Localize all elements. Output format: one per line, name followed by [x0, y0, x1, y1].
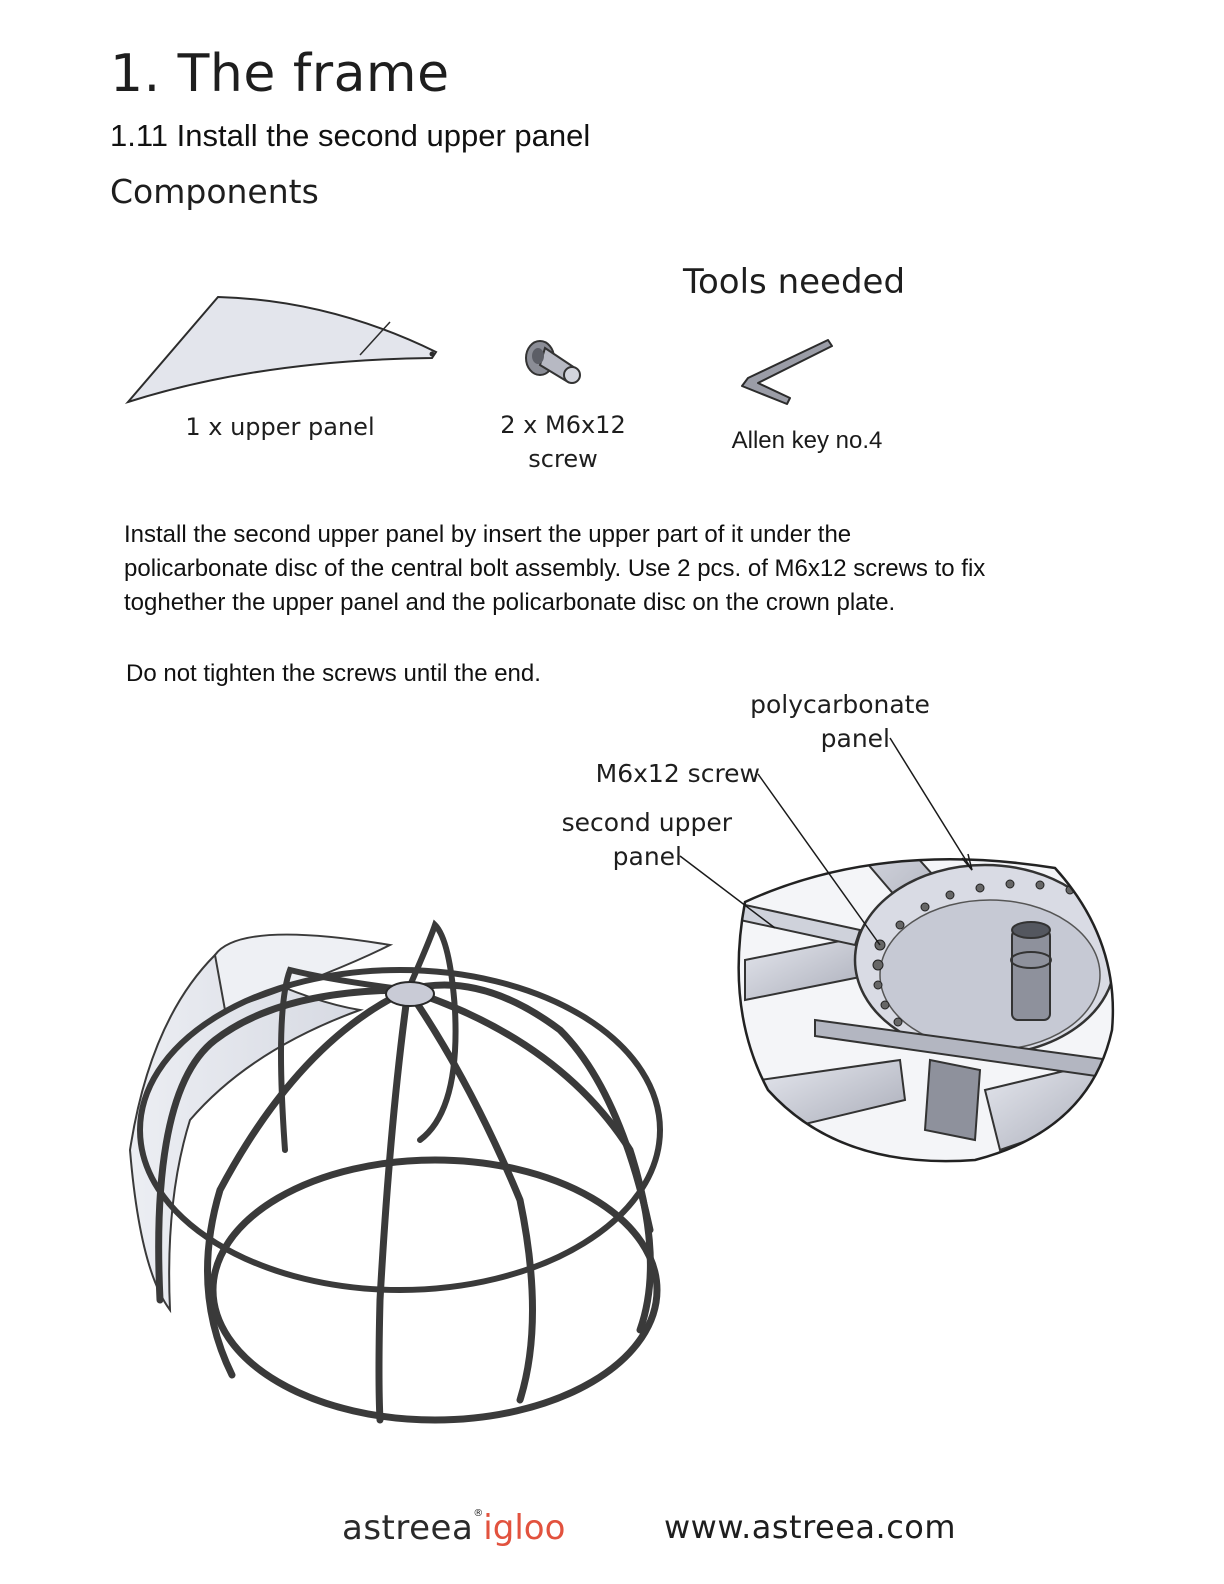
screw-label: M6x12 screw — [595, 759, 760, 788]
polycarbonate-panel-label — [730, 688, 950, 756]
upper-label-line1: second upper — [561, 808, 732, 837]
registered-mark: ® — [473, 1508, 484, 1519]
screw-part-illustration — [526, 341, 580, 383]
website-url[interactable]: www.astreea.com — [664, 1508, 957, 1546]
second-upper-panel-label — [520, 806, 732, 874]
instruction-line-3: toghether the upper panel and the policarbonate disc on the crown plate. — [124, 589, 896, 616]
screw-caption-line2: screw — [528, 445, 598, 473]
tools-needed-heading: Tools needed — [683, 262, 906, 302]
screw-caption-line1: 2 x M6x12 — [500, 411, 626, 439]
components-heading: Components — [110, 172, 319, 211]
logo-igloo: igloo — [483, 1508, 566, 1548]
section-subtitle: 1.11 Install the second upper panel — [110, 118, 591, 153]
instruction-line-2: policarbonate disc of the central bolt assembly. Use 2 pcs. of M6x12 screws to fix — [124, 555, 986, 582]
allen-key-caption: Allen key no.4 — [731, 427, 883, 454]
upper-panel-caption: 1 x upper panel — [185, 413, 375, 441]
screw-caption — [478, 408, 648, 476]
polycarbonate-label-line2: panel — [820, 724, 890, 753]
upper-label-line2: panel — [612, 842, 682, 871]
instructions-text — [124, 518, 1084, 620]
instruction-line-1: Install the second upper panel by insert the upper part of it under the — [124, 521, 852, 548]
logo-brand: astreea — [342, 1508, 474, 1548]
polycarbonate-label-line1: polycarbonate — [750, 690, 930, 719]
upper-panel-part-illustration — [128, 297, 436, 402]
crown-detail-illustration — [720, 805, 1140, 1190]
igloo-frame-illustration — [130, 925, 660, 1420]
page-title: 1. The frame — [110, 44, 450, 104]
tightening-note: Do not tighten the screws until the end. — [126, 660, 541, 687]
astreea-igloo-logo — [342, 1508, 565, 1548]
allen-key-illustration — [742, 340, 832, 404]
